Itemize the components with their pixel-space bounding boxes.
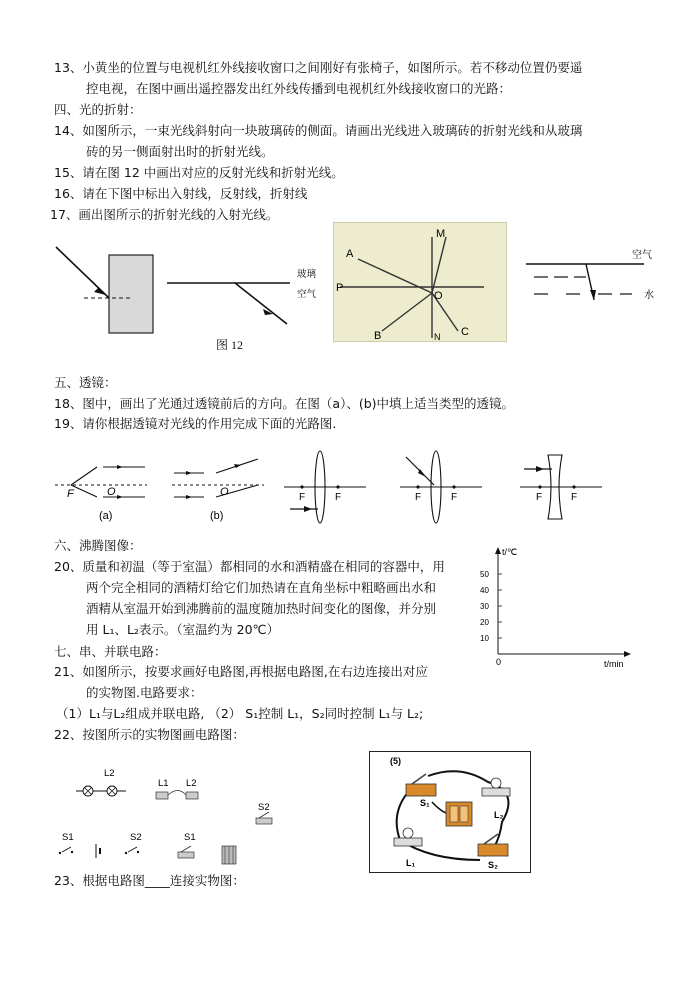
lamp-l1: [394, 838, 422, 846]
label-o: O: [434, 290, 443, 302]
lamp-holder-icon: [156, 792, 168, 799]
terminal-dot: [125, 852, 127, 854]
bulb-icon: [403, 828, 413, 838]
ray: [71, 467, 97, 485]
glass-air-figure: [165, 265, 325, 335]
temperature-graph: [478, 546, 638, 670]
terminal-dot: [59, 852, 61, 854]
y-tick-label: 50: [480, 570, 489, 579]
battery-cell: [450, 806, 458, 822]
label-f: F: [299, 492, 306, 503]
label-l1: L₁: [406, 858, 416, 868]
arrow-head: [304, 506, 312, 512]
glass-brick: [109, 255, 153, 333]
question-20-line1: 20、质量和初温（等于室温）都相同的水和酒精盛在相同的容器中，用: [54, 559, 445, 574]
figure-number: (5): [390, 756, 401, 766]
label-p: P: [336, 282, 344, 294]
label-l2: L2: [104, 768, 115, 779]
x-axis-arrow: [624, 651, 631, 657]
section-lens-heading: 五、透镜：: [54, 375, 117, 390]
bulb-icon: [491, 778, 501, 788]
label-b: B: [374, 330, 382, 342]
label-l2: L₂: [494, 810, 504, 820]
lamp-holder-icon: [186, 792, 198, 799]
question-16: 16、请在下图中标出入射线，反射线，折射线: [54, 186, 308, 201]
label-s2: S2: [258, 802, 270, 813]
focus-point: [300, 485, 303, 488]
question-18: 18、图中，画出了光通过透镜前后的方向。在图（a）、(b)中填上适当类型的透镜。: [54, 396, 515, 411]
circuit-photo-drawing: [370, 752, 530, 872]
label-o: O: [220, 486, 229, 498]
label-air: 空气: [297, 289, 317, 300]
focus-point: [416, 485, 419, 488]
circuit-components-figure: [56, 768, 296, 868]
ray: [71, 485, 97, 497]
question-15: 15、请在图 12 中画出对应的反射光线和折射光线。: [54, 165, 344, 180]
incident-ray: [56, 247, 109, 298]
arrow-head: [186, 495, 192, 499]
switch-icon: [178, 852, 194, 858]
label-s1: S₁: [420, 798, 430, 808]
label-b: (b): [210, 510, 224, 522]
label-f: F: [451, 492, 458, 503]
y-axis-arrow: [495, 547, 501, 554]
section-refraction-heading: 四、光的折射：: [54, 102, 142, 117]
arrow-head: [186, 471, 192, 475]
y-tick-label: 40: [480, 586, 489, 595]
y-tick-label: 30: [480, 602, 489, 611]
question-22: 22、按图所示的实物图画电路图：: [54, 727, 245, 742]
question-20-line4: 用 L₁、L₂表示。（室温约为 20℃）: [86, 622, 280, 637]
label-o: O: [107, 486, 116, 498]
label-l2: L2: [186, 778, 197, 789]
label-a: A: [346, 248, 354, 260]
label-m: M: [436, 228, 446, 240]
convex-lens-figure-2: [400, 449, 482, 525]
label-f: F: [67, 488, 74, 500]
question-21-line2: 的实物图.电路要求：: [86, 685, 203, 700]
lens-figure-a: [55, 455, 155, 525]
section-circuit-heading: 七、串、并联电路：: [54, 644, 167, 659]
arrow-head: [117, 465, 123, 469]
switch-s2: [478, 844, 508, 856]
convex-lens-figure-1: [284, 449, 366, 525]
label-a: (a): [99, 510, 113, 522]
wire: [168, 791, 186, 796]
y-tick-label: 10: [480, 634, 489, 643]
terminal-dot: [71, 851, 73, 853]
question-23: 23、根据电路图____连接实物图：: [54, 873, 245, 888]
question-20-line3: 酒精从室温开始到沸腾前的温度随加热时间变化的图像，并分别: [86, 601, 437, 616]
x-axis-label: t/min: [604, 659, 624, 669]
question-20-line2: 两个完全相同的酒精灯给它们加热请在直角坐标中粗略画出水和: [86, 580, 437, 595]
label-l1: L1: [158, 778, 169, 789]
lens-figure-b: [172, 455, 272, 525]
fig12-caption: 图 12: [216, 338, 244, 352]
label-glass: 玻璃: [297, 269, 317, 280]
question-14-line2: 砖的另一侧面射出时的折射光线。: [86, 144, 274, 159]
water-air-figure: [526, 242, 661, 314]
label-s1: S1: [184, 832, 196, 843]
reflection-photo: [333, 222, 507, 342]
origin-label: 0: [496, 657, 502, 667]
ray-m: [432, 237, 446, 293]
label-s2: S2: [130, 832, 142, 843]
y-axis-label: t/℃: [502, 547, 518, 557]
label-f: F: [571, 492, 578, 503]
reflection-diagram: [334, 223, 506, 341]
switch-symbol: [62, 847, 71, 852]
focus-point: [572, 485, 575, 488]
focus-point: [452, 485, 455, 488]
ray-b: [382, 293, 432, 331]
label-s1: S1: [62, 832, 74, 843]
question-14-line1: 14、如图所示，一束光线斜射向一块玻璃砖的侧面。请画出光线进入玻璃砖的折射光线和从玻璃: [54, 123, 583, 138]
concave-lens-figure: [520, 449, 604, 525]
label-air: 空气: [632, 250, 652, 261]
question-17: 17、画出图所示的折射光线的入射光线。: [50, 207, 279, 222]
ray: [235, 283, 287, 324]
question-13-line2: 控电视，在图中画出遥控器发出红外线传播到电视机红外线接收窗口的光路：: [86, 81, 512, 96]
label-f: F: [415, 492, 422, 503]
y-tick-label: 20: [480, 618, 489, 627]
switch-lever: [412, 774, 426, 784]
label-f: F: [335, 492, 342, 503]
question-19: 19、请你根据透镜对光线的作用完成下面的光路图.: [54, 416, 337, 431]
ray-a: [358, 259, 432, 293]
focus-point: [336, 485, 339, 488]
label-n: N: [434, 332, 441, 342]
arrow-head: [536, 466, 544, 472]
question-13-line1: 13、小黄坐的位置与电视机红外线接收窗口之间刚好有张椅子，如图所示。若不移动位置仍要遥: [54, 60, 583, 75]
switch-lever: [181, 846, 191, 852]
switch-symbol: [128, 847, 137, 852]
switch-icon: [256, 818, 272, 824]
label-water: 水: [644, 290, 654, 301]
terminal-dot: [137, 851, 139, 853]
question-21-requirements: （1）L₁与L₂组成并联电路, （2） S₁控制 L₁，S₂同时控制 L₁与 L₂;: [56, 706, 424, 721]
label-c: C: [461, 326, 469, 338]
lamp-l2: [482, 788, 510, 796]
switch-s1: [406, 784, 436, 796]
section-boiling-heading: 六、沸腾图像：: [54, 538, 142, 553]
battery-cell: [460, 806, 468, 822]
arrow-head: [117, 495, 123, 499]
circuit-photo-figure: [369, 751, 531, 873]
label-s2: S₂: [488, 860, 499, 870]
label-f: F: [536, 492, 543, 503]
glass-brick-figure: [54, 235, 164, 340]
focus-point: [538, 485, 541, 488]
question-21-line1: 21、如图所示，按要求画好电路图,再根据电路图,在右边连接出对应: [54, 664, 428, 679]
